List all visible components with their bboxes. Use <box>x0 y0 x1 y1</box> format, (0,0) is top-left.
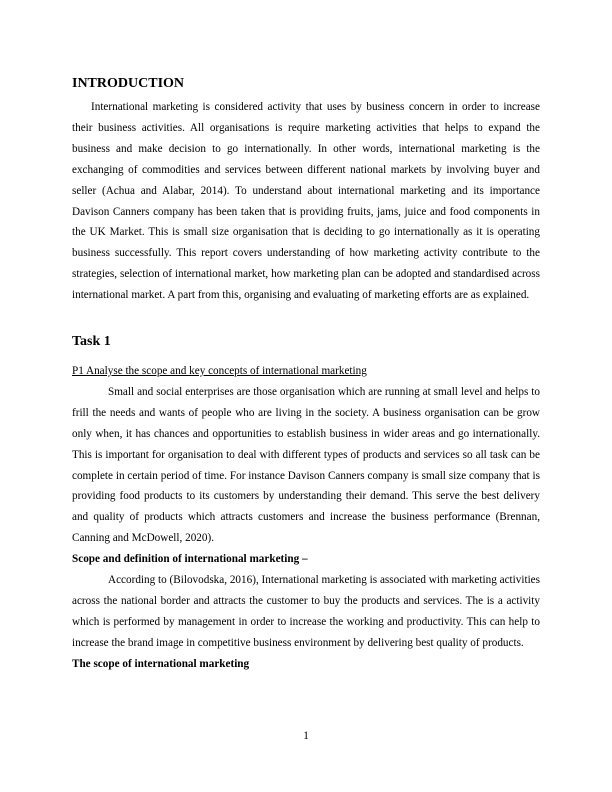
introduction-paragraph: International marketing is considered activity that uses by business concern in order to increase their business activities. All organisations is require marketing activities that helps to expand the business and make decision to go internationally. In other words, international marketing is the exchanging of commodities and services between different national markets by involving buyer and seller (Achua and Alabar, 2014). To understand about international marketing and its importance Davison Canners company has been taken that is providing fruits, jams, juice and food components in the UK Market. This is small size organisation that is deciding to go internationally as it is operating business successfully. This report covers understanding of how marketing activity contribute to the strategies, selection of international market, how marketing plan can be adopted and standardised across international market. A part from this, organising and evaluating of marketing efforts are as explained. <box>72 101 540 302</box>
introduction-body <box>72 97 540 306</box>
page-number: 1 <box>303 730 309 742</box>
scope-heading: The scope of international marketing <box>72 657 250 670</box>
task1-body <box>72 361 540 675</box>
introduction-heading: INTRODUCTION <box>72 76 185 91</box>
task1-paragraph-2: According to (Bilovodska, 2016), International marketing is associated with marketing activities across the national border and attracts the customer to buy the products and services. The is a activity which is performed by management in order to increase the working and productivity. This can help to increase the brand image in competitive business environment by delivering best quality of products. <box>72 574 540 649</box>
task1-heading: Task 1 <box>72 334 111 349</box>
task1-paragraph-1: Small and social enterprises are those organisation which are running at small level and helps to frill the needs and wants of people who are living in the society. A business organisation can be grow only when, it has chances and opportunities to establish business in wider areas and go internationally. This is important for organisation to deal with different types of products and services so all task can be complete in certain period of time. For instance Davison Canners company is small size company that is providing food products to its customers by understanding their demand. This serve the best delivery and quality of products which attracts customers and increase the business performance (Brennan, Canning and McDowell, 2020). <box>72 385 540 545</box>
p1-subheading: P1 Analyse the scope and key concepts of international marketing <box>72 365 367 377</box>
scope-definition-heading: Scope and definition of international marketing – <box>72 553 308 566</box>
